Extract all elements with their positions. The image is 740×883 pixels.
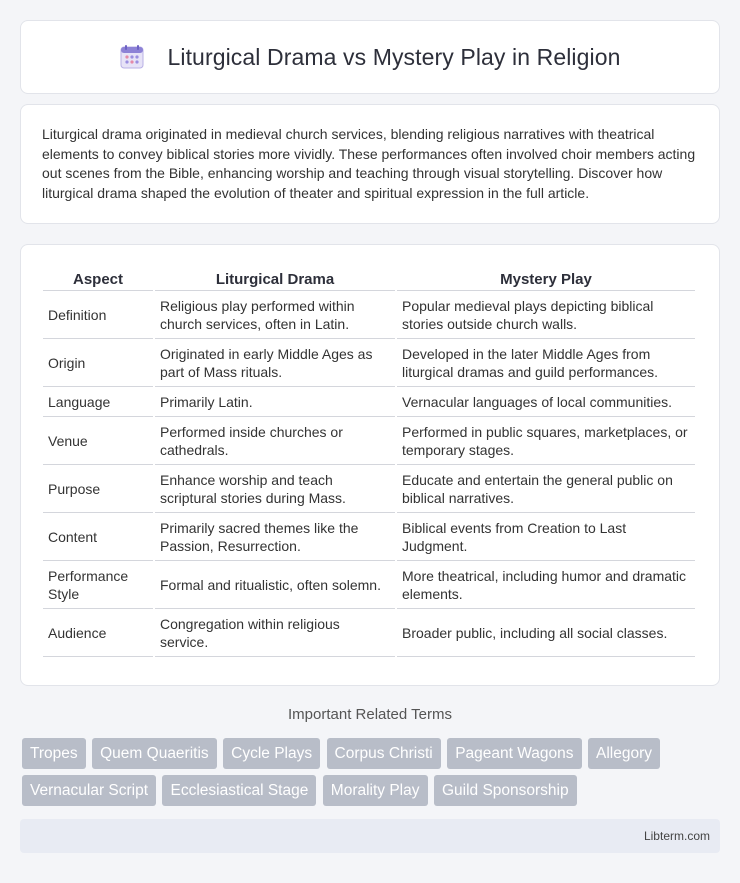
cell-liturgical: Formal and ritualistic, often solemn.: [155, 561, 395, 609]
cell-aspect: Language: [43, 387, 153, 417]
title-card: [20, 20, 720, 94]
table-row: [43, 339, 695, 387]
header-mystery-play: Mystery Play: [397, 265, 695, 291]
cell-mystery: More theatrical, including humor and dramatic elements.: [397, 561, 695, 609]
cell-aspect: Audience: [43, 609, 153, 657]
page-title: Liturgical Drama vs Mystery Play in Religion: [167, 43, 621, 70]
cell-mystery: Performed in public squares, marketplaces, or temporary stages.: [397, 417, 695, 465]
table-row: [43, 291, 695, 339]
comparison-table: [41, 265, 697, 657]
header-liturgical-drama: Liturgical Drama: [155, 265, 395, 291]
table-row: [43, 609, 695, 657]
related-terms-list: [22, 738, 722, 812]
tag-vernacular-script[interactable]: Vernacular Script: [22, 775, 156, 806]
intro-card: [20, 104, 720, 224]
cell-liturgical: Religious play performed within church services, often in Latin.: [155, 291, 395, 339]
table-row: [43, 513, 695, 561]
cell-mystery: Popular medieval plays depicting biblical stories outside church walls.: [397, 291, 695, 339]
cell-aspect: Venue: [43, 417, 153, 465]
table-header-row: [43, 265, 695, 291]
comparison-table-card: [20, 244, 720, 686]
cell-liturgical: Primarily sacred themes like the Passion, Resurrection.: [155, 513, 395, 561]
header-aspect: Aspect: [43, 265, 153, 291]
tag-morality-play[interactable]: Morality Play: [323, 775, 428, 806]
intro-text: Liturgical drama originated in medieval church services, blending religious narratives with theatrical elements to convey biblical stories more vividly. These performances often involved choir members acting out scenes from the Bible, enhancing worship and teaching through visual storytelling. Discover how liturgical drama shaped the evolution of theater and spiritual expression in the full article.: [42, 126, 696, 201]
footer: [20, 819, 720, 853]
cell-liturgical: Performed inside churches or cathedrals.: [155, 417, 395, 465]
tag-allegory[interactable]: Allegory: [588, 738, 660, 769]
tag-ecclesiastical-stage[interactable]: Ecclesiastical Stage: [162, 775, 316, 806]
cell-aspect: Performance Style: [43, 561, 153, 609]
cell-liturgical: Enhance worship and teach scriptural stories during Mass.: [155, 465, 395, 513]
tag-cycle-plays[interactable]: Cycle Plays: [223, 738, 320, 769]
cell-mystery: Broader public, including all social classes.: [397, 609, 695, 657]
table-row: [43, 387, 695, 417]
tag-pageant-wagons[interactable]: Pageant Wagons: [447, 738, 581, 769]
cell-mystery: Biblical events from Creation to Last Judgment.: [397, 513, 695, 561]
cell-liturgical: Congregation within religious service.: [155, 609, 395, 657]
footer-brand-link[interactable]: Libterm.com: [643, 829, 710, 843]
cell-aspect: Origin: [43, 339, 153, 387]
cell-mystery: Developed in the later Middle Ages from liturgical dramas and guild performances.: [397, 339, 695, 387]
tag-guild-sponsorship[interactable]: Guild Sponsorship: [434, 775, 577, 806]
cell-aspect: Content: [43, 513, 153, 561]
cell-mystery: Vernacular languages of local communities.: [397, 387, 695, 417]
related-terms-title: Important Related Terms: [288, 706, 452, 723]
table-row: [43, 417, 695, 465]
table-row: [43, 561, 695, 609]
cell-liturgical: Originated in early Middle Ages as part of Mass rituals.: [155, 339, 395, 387]
cell-aspect: Purpose: [43, 465, 153, 513]
tag-corpus-christi[interactable]: Corpus Christi: [327, 738, 441, 769]
tag-quem-quaeritis[interactable]: Quem Quaeritis: [92, 738, 217, 769]
calendar-icon: [119, 44, 145, 70]
tag-tropes[interactable]: Tropes: [22, 738, 86, 769]
table-row: [43, 465, 695, 513]
cell-aspect: Definition: [43, 291, 153, 339]
cell-liturgical: Primarily Latin.: [155, 387, 395, 417]
cell-mystery: Educate and entertain the general public on biblical narratives.: [397, 465, 695, 513]
